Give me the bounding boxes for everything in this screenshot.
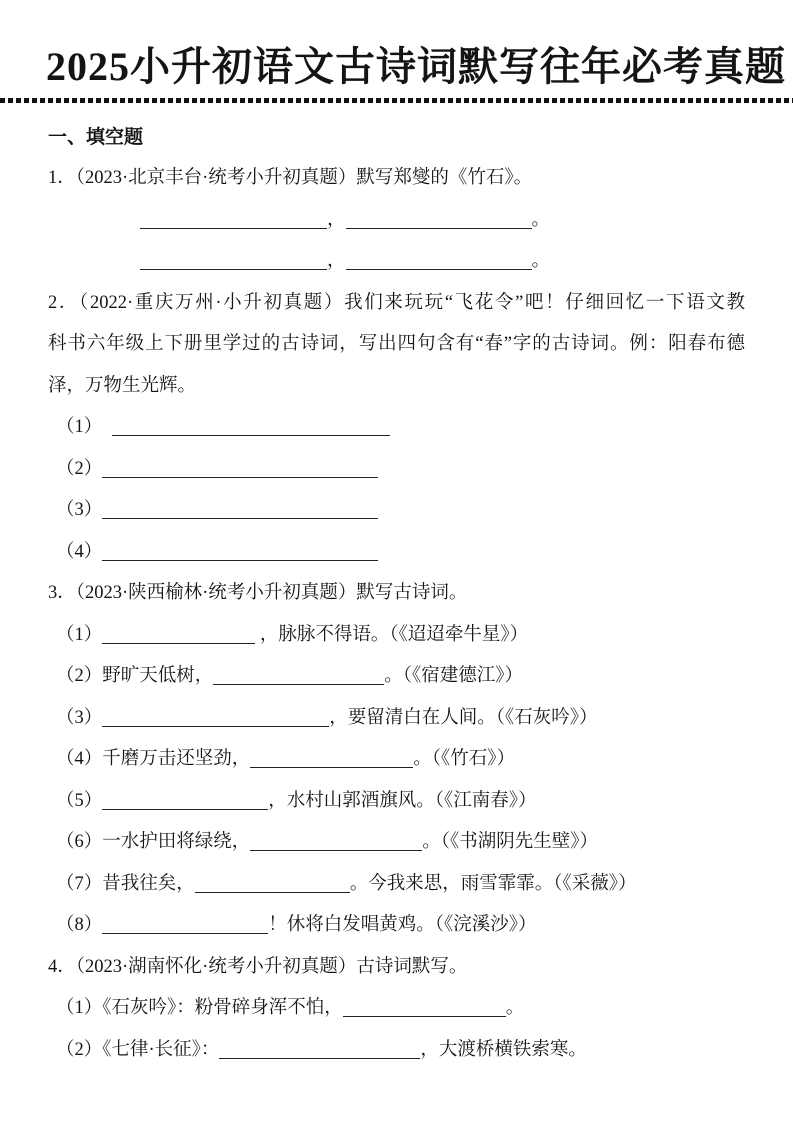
q1-answer-line-1 [48, 200, 745, 242]
answer-blank [346, 265, 532, 270]
q3-item-1 [48, 615, 745, 657]
q3-item-4 [48, 739, 745, 781]
text-run: （1）《石灰吟》：粉骨碎身浑不怕， [56, 998, 343, 1018]
text-run: 3．（2023·陕西榆林·统考小升初真题）默写古诗词。 [48, 583, 468, 603]
text-run: 2．（2022·重庆万州·小升初真题）我们来玩玩“飞花令”吧！仔细回忆一下语文教 [48, 292, 745, 313]
answer-blank [112, 431, 390, 436]
text-run: ， [327, 251, 346, 271]
answer-blank [102, 639, 255, 644]
q2-item-1 [48, 407, 745, 449]
text-run: （7）昔我往矣， [56, 873, 195, 894]
answer-blank [343, 1012, 506, 1017]
answer-blank [102, 556, 378, 561]
answer-blank [102, 514, 378, 519]
text-run: （4） [56, 541, 103, 562]
text-run: 。（《宿建德江》） [384, 666, 524, 686]
text-run: （1） [56, 417, 112, 437]
text-run: （6）一水护田将绿绕， [56, 832, 251, 852]
answer-blank [102, 722, 329, 727]
text-run: 4．（2023·湖南怀化·统考小升初真题）古诗词默写。 [48, 956, 468, 977]
text-run: ，大渡桥横铁索寒。 [420, 1039, 587, 1060]
text-run: ， [327, 209, 346, 230]
section-heading: 一、填空题 [48, 127, 144, 148]
q2-item-2 [48, 449, 745, 491]
q4-stem [48, 947, 745, 989]
text-run: ，水村山郭酒旗风。（《江南春》） [268, 790, 537, 811]
answer-blank [250, 846, 422, 851]
text-run: （3） [56, 500, 103, 520]
answer-blank [102, 929, 268, 934]
text-run: （2）《七律·长征》： [56, 1039, 220, 1060]
text-run: 1．（2023·北京丰台·统考小升初真题）默写郑燮的《竹石》。 [48, 168, 533, 188]
answer-blank [213, 680, 384, 685]
text-run: （5） [56, 790, 103, 811]
q2-item-3 [48, 490, 745, 532]
dotted-divider [0, 98, 793, 103]
questions-area [48, 158, 745, 1071]
document-title: 2025小升初语文古诗词默写往年必考真题 [46, 44, 786, 89]
text-run: （2） [56, 458, 103, 479]
q1-stem [48, 158, 745, 200]
text-run: 。 [531, 251, 551, 271]
text-run: 。 [505, 998, 525, 1018]
answer-blank [346, 224, 532, 229]
text-run: 。（《书湖阴先生壁》） [422, 832, 599, 852]
text-run: （1） [56, 624, 103, 645]
q2-stem-line-2 [48, 324, 745, 366]
q4-item-2 [48, 1030, 745, 1072]
answer-blank [195, 888, 350, 893]
text-run: （2）野旷天低树， [56, 666, 214, 686]
q3-item-5 [48, 781, 745, 823]
q2-stem-line-3 [48, 366, 745, 408]
text-run: ！休将白发唱黄鸡。（《浣溪沙》） [268, 915, 537, 935]
q3-item-7 [48, 864, 745, 906]
text-run: （4）千磨万击还坚劲， [56, 749, 251, 769]
answer-blank [102, 805, 268, 810]
text-run: （3） [56, 707, 103, 728]
answer-blank [102, 473, 378, 478]
q2-stem-line-1 [48, 283, 745, 325]
q2-item-4 [48, 532, 745, 574]
q3-item-2 [48, 656, 745, 698]
answer-blank [219, 1054, 420, 1059]
q1-answer-line-2 [48, 241, 745, 283]
q4-item-1 [48, 988, 745, 1030]
text-run: 泽，万物生光辉。 [48, 375, 197, 396]
text-run: 。 [531, 209, 551, 230]
text-run: （8） [56, 915, 103, 935]
text-run: 。（《竹石》） [413, 749, 516, 769]
answer-blank [250, 763, 413, 768]
text-run: ，脉脉不得语。（《迢迢牵牛星》） [255, 624, 529, 645]
answer-blank [140, 224, 327, 229]
q3-item-8 [48, 905, 745, 947]
answer-blank [140, 265, 327, 270]
text-run: ，要留清白在人间。（《石灰吟》） [329, 707, 598, 728]
q3-stem [48, 573, 745, 615]
q3-item-6 [48, 822, 745, 864]
text-run: 科书六年级上下册里学过的古诗词，写出四句含有“春”字的古诗词。例：阳春布德 [48, 334, 745, 354]
text-run: 。今我来思，雨雪霏霏。（《采薇》） [349, 873, 637, 894]
q3-item-3 [48, 698, 745, 740]
